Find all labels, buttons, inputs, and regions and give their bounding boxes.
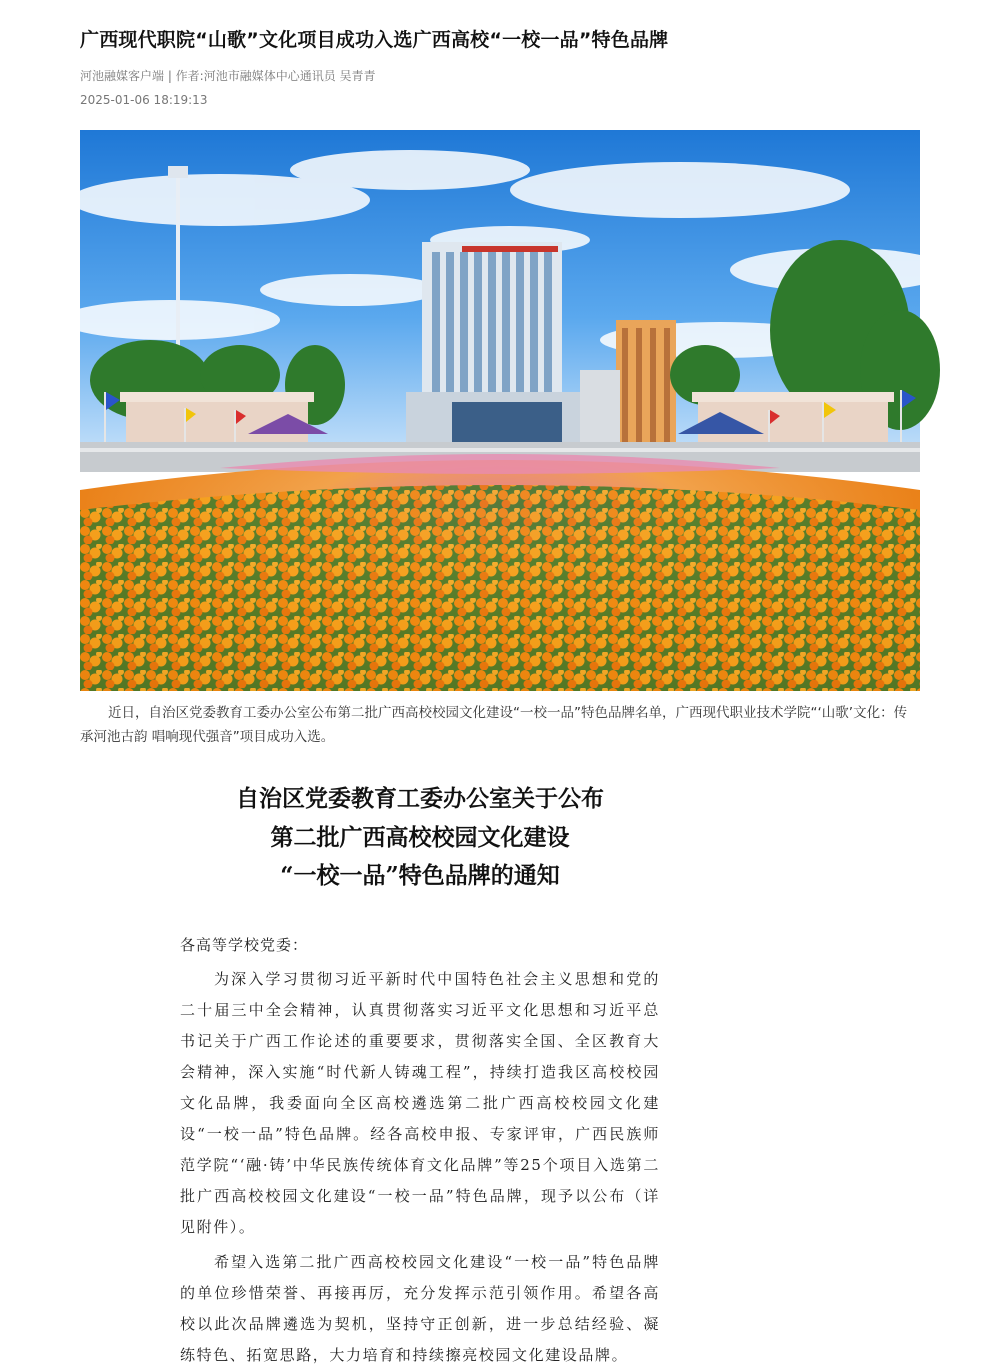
article-source-author: 河池融媒客户端 | 作者:河池市融媒体中心通讯员 吴青青: [80, 69, 376, 83]
notice-title-line: 第二批广西高校校园文化建设: [270, 823, 570, 851]
notice-paragraph: 为深入学习贯彻习近平新时代中国特色社会主义思想和党的二十届三中全会精神，认真贯彻落实习近平文化思想和习近平总书记关于广西工作论述的重要要求，贯彻落实全国、全区教育大会精神，深入实施“时代新人铸魂工程”，持续打造我区高校校园文化品牌，我委面向全区高校遴选第二批广西高校校园文化建设“一校一品”特色品牌。经各高校申报、专家评审，广西民族师范学院“‘融·铸’中华民族传统体育文化品牌”等25个项目入选第二批广西高校校园文化建设“一校一品”特色品牌，现予以公布（详见附件）。: [180, 969, 660, 1236]
notice-paragraph: 希望入选第二批广西高校校园文化建设“一校一品”特色品牌的单位珍惜荣誉、再接再厉，充分发挥示范引领作用。希望各高校以此次品牌遴选为契机，坚持守正创新，进一步总结经验、凝练特色、拓宽思路，大力培育和持续擦亮校园文化建设品牌。: [180, 1252, 660, 1364]
notice-salutation: 各高等学校党委：: [180, 935, 309, 954]
hero-photo-campus-flowers: [80, 130, 920, 691]
notice-document-image: [180, 780, 660, 1364]
campus-photo-illustration: [80, 130, 920, 691]
article-title: 广西现代职院“山歌”文化项目成功入选广西高校“一校一品”特色品牌: [80, 29, 669, 51]
notice-title: [180, 780, 660, 896]
photo-caption: 近日，自治区党委教育工委办公室公布第二批广西高校校园文化建设“一校一品”特色品牌名单，广西现代职业技术学院“‘山歌’文化：传承河池古韵 唱响现代强音”项目成功入选。: [80, 705, 908, 745]
notice-title-line: 自治区党委教育工委办公室关于公布: [236, 785, 604, 812]
article-date: 2025-01-06 18:19:13: [80, 93, 208, 107]
notice-title-line: “一校一品”特色品牌的通知: [280, 862, 560, 889]
